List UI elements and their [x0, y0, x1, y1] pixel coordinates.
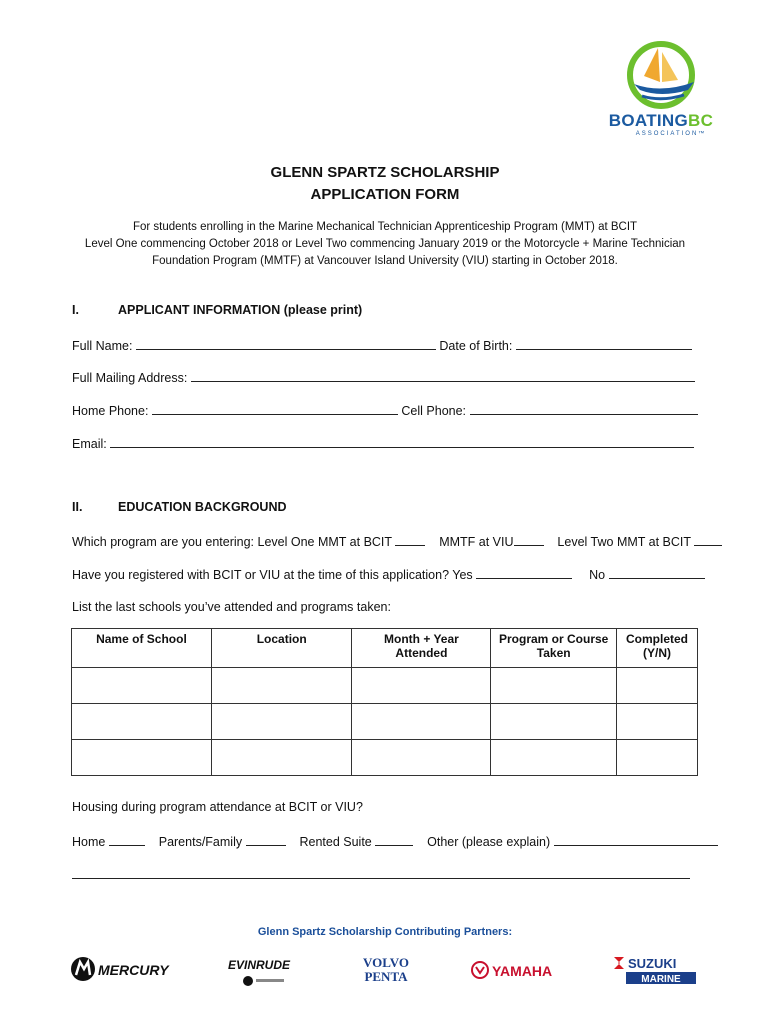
table-cell[interactable]: [72, 704, 212, 740]
table-cell[interactable]: [352, 704, 491, 740]
svg-text:PENTA: PENTA: [364, 969, 408, 984]
explain-line-field[interactable]: [72, 878, 690, 879]
level-two-field[interactable]: [694, 533, 722, 546]
home-phone-label: Home Phone:: [72, 404, 149, 418]
housing-row: [72, 833, 718, 849]
housing-rented-label: Rented Suite: [299, 835, 372, 849]
table-row: [72, 704, 698, 740]
intro-text: [60, 219, 710, 270]
dob-label: Date of Birth:: [439, 339, 513, 353]
section-title: APPLICANT INFORMATION (please print): [118, 303, 363, 317]
full-name-row: [72, 337, 692, 353]
mmtf-label: MMTF at VIU: [439, 535, 514, 549]
logo-wordmark: BOATINGBC: [608, 111, 714, 130]
registered-no-label: No: [589, 568, 606, 582]
table-cell[interactable]: [211, 668, 352, 704]
evinrude-logo: [226, 955, 298, 991]
registered-no-field[interactable]: [609, 566, 705, 579]
col-school: Name of School: [72, 629, 212, 668]
col-completed: Completed (Y/N): [617, 629, 698, 668]
table-cell[interactable]: [72, 740, 212, 776]
section-title: EDUCATION BACKGROUND: [118, 500, 287, 514]
mercury-logo: [68, 955, 184, 985]
svg-text:MARINE: MARINE: [641, 974, 681, 985]
registered-row: [72, 566, 705, 582]
schools-prompt: List the last schools you’ve attended and programs taken:: [72, 600, 391, 614]
home-phone-field[interactable]: [152, 402, 398, 415]
level-one-field[interactable]: [395, 533, 425, 546]
table-cell[interactable]: [617, 704, 698, 740]
housing-other-label: Other (please explain): [427, 835, 551, 849]
housing-rented-field[interactable]: [375, 833, 413, 846]
mmtf-field[interactable]: [514, 533, 544, 546]
svg-text:VOLVO: VOLVO: [363, 955, 409, 970]
table-cell[interactable]: [352, 740, 491, 776]
table-cell[interactable]: [211, 704, 352, 740]
cell-phone-field[interactable]: [470, 402, 698, 415]
boatingbc-logo: [604, 40, 718, 140]
schools-table: [71, 628, 698, 776]
housing-question: Housing during program attendance at BCIT or VIU?: [72, 800, 363, 814]
svg-text:MERCURY: MERCURY: [98, 962, 169, 978]
intro-line: Level One commencing October 2018 or Level Two commencing January 2019 or the Motorcycle + Marine Technician: [84, 238, 686, 250]
housing-home-field[interactable]: [109, 833, 145, 846]
table-row: [72, 740, 698, 776]
table-cell[interactable]: [617, 740, 698, 776]
full-name-label: Full Name:: [72, 339, 133, 353]
svg-text:YAMAHA: YAMAHA: [492, 963, 553, 979]
section-number: I.: [72, 303, 79, 317]
col-month-year: Month + Year Attended: [352, 629, 491, 668]
table-cell[interactable]: [211, 740, 352, 776]
program-row: [72, 533, 722, 549]
table-cell[interactable]: [491, 740, 617, 776]
phone-row: [72, 402, 698, 418]
suzuki-marine-logo: [612, 953, 698, 983]
section-number: II.: [72, 500, 83, 514]
cell-phone-label: Cell Phone:: [401, 404, 467, 418]
email-row: [72, 435, 694, 451]
mailing-field[interactable]: [191, 369, 695, 382]
col-program: Program or Course Taken: [491, 629, 617, 668]
housing-parents-label: Parents/Family: [158, 835, 243, 849]
table-header-row: [72, 629, 698, 668]
yamaha-logo: [470, 955, 554, 985]
email-label: Email:: [72, 437, 107, 451]
intro-line: For students enrolling in the Marine Mechanical Technician Apprenticeship Program (MMT) at BCIT: [132, 221, 638, 233]
housing-other-field[interactable]: [554, 833, 718, 846]
partners-title: Glenn Spartz Scholarship Contributing Partners:: [257, 926, 513, 938]
full-name-field[interactable]: [136, 337, 436, 350]
housing-home-label: Home: [72, 835, 106, 849]
col-location: Location: [211, 629, 352, 668]
form-title-line2: APPLICATION FORM: [310, 186, 460, 203]
logo-subtitle: ASSOCIATION™: [635, 131, 707, 137]
sailboat-logo-icon: [604, 40, 718, 112]
email-field[interactable]: [110, 435, 694, 448]
mailing-label: Full Mailing Address:: [72, 371, 188, 385]
table-cell[interactable]: [352, 668, 491, 704]
volvo-penta-logo: [348, 955, 424, 985]
table-row: [72, 668, 698, 704]
program-question: Which program are you entering: Level One MMT at BCIT: [72, 535, 392, 549]
registered-yes-field[interactable]: [476, 566, 572, 579]
form-title-line1: GLENN SPARTZ SCHOLARSHIP: [270, 164, 500, 181]
table-cell[interactable]: [491, 668, 617, 704]
registered-question: Have you registered with BCIT or VIU at the time of this application? Yes: [72, 568, 473, 582]
svg-text:EVINRUDE: EVINRUDE: [228, 958, 291, 972]
table-cell[interactable]: [72, 668, 212, 704]
housing-parents-field[interactable]: [246, 833, 286, 846]
mailing-row: [72, 369, 695, 385]
table-cell[interactable]: [617, 668, 698, 704]
table-cell[interactable]: [491, 704, 617, 740]
dob-field[interactable]: [516, 337, 692, 350]
svg-text:SUZUKI: SUZUKI: [628, 956, 677, 971]
level-two-label: Level Two MMT at BCIT: [557, 535, 691, 549]
intro-line: Foundation Program (MMTF) at Vancouver Island University (VIU) starting in October 2018.: [152, 255, 618, 267]
